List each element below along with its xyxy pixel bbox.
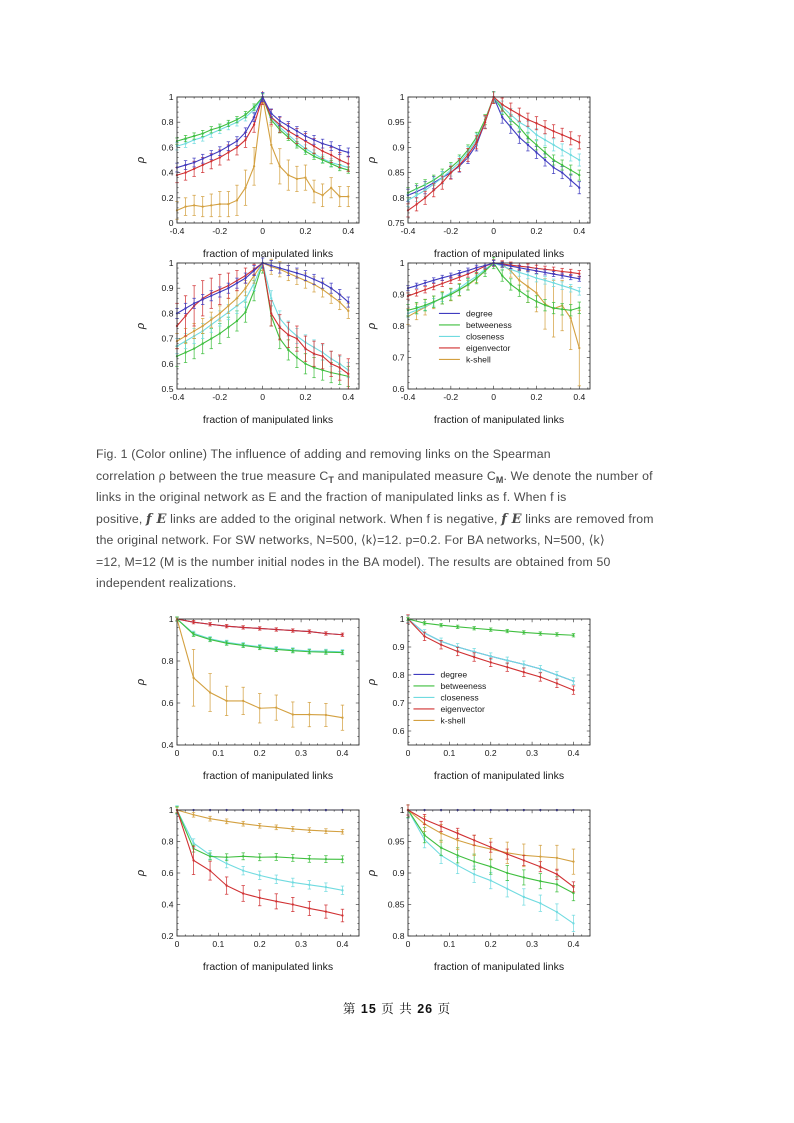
legend-label: k-shell (465, 354, 491, 365)
svg-text:1: 1 (168, 92, 174, 102)
legend-label: degree (440, 669, 468, 680)
y-axis-label: ρ (135, 156, 147, 164)
svg-text:0.3: 0.3 (295, 939, 308, 949)
svg-text:0.8: 0.8 (161, 836, 174, 847)
svg-text:-0.4: -0.4 (400, 226, 416, 236)
svg-text:0.4: 0.4 (161, 899, 174, 910)
svg-text:0: 0 (491, 392, 497, 402)
svg-text:0.95: 0.95 (387, 836, 405, 847)
svg-text:0: 0 (260, 226, 266, 236)
svg-text:-0.4: -0.4 (169, 226, 185, 236)
svg-text:0.7: 0.7 (392, 352, 405, 363)
fig1-chart-top-right (364, 91, 600, 263)
svg-text:0.2: 0.2 (484, 939, 497, 949)
caption-line: positive, f E links are added to the original network. When f is negative, f E links are removed from (96, 511, 654, 527)
legend-label: closeness (440, 692, 479, 703)
svg-text:0.85: 0.85 (387, 167, 405, 178)
caption-line: independent realizations. (96, 576, 237, 590)
x-axis-label: fraction of manipulated links (202, 248, 334, 260)
svg-text:0.3: 0.3 (526, 939, 539, 949)
legend-label: degree (465, 308, 493, 319)
y-axis-label: ρ (366, 869, 378, 877)
svg-text:0.4: 0.4 (342, 392, 355, 402)
svg-text:0: 0 (405, 939, 411, 949)
legend-label: eigenvector (465, 342, 511, 353)
y-axis-label: ρ (135, 322, 147, 330)
svg-text:0.1: 0.1 (212, 748, 225, 758)
svg-text:0.2: 0.2 (253, 748, 266, 758)
x-axis-label: fraction of manipulated links (433, 248, 565, 260)
svg-text:0.75: 0.75 (387, 218, 405, 228)
svg-text:0.8: 0.8 (392, 321, 405, 331)
svg-text:0.8: 0.8 (161, 117, 174, 128)
svg-text:0.1: 0.1 (443, 748, 456, 758)
y-axis-label: ρ (366, 322, 378, 330)
x-axis-label: fraction of manipulated links (433, 770, 565, 782)
legend-label: eigenvector (440, 703, 485, 714)
svg-text:0.4: 0.4 (573, 392, 586, 402)
svg-text:0.4: 0.4 (161, 740, 174, 750)
fig2-chart-top-right (364, 613, 600, 785)
svg-text:0.6: 0.6 (392, 384, 405, 394)
fig1-chart-top-left (133, 91, 369, 263)
svg-text:0.8: 0.8 (392, 192, 405, 203)
caption-line: =12, M=12 (M is the number initial nodes in the BA model). The results are obtained from 50 (96, 554, 611, 569)
svg-text:1: 1 (399, 614, 405, 624)
svg-text:0.2: 0.2 (530, 226, 543, 236)
y-axis-label: ρ (366, 156, 378, 164)
svg-text:0.1: 0.1 (212, 939, 225, 949)
svg-text:0.4: 0.4 (567, 748, 580, 758)
caption-line: correlation ρ between the true measure $C_T$ and manipulated measure $C_M$. We denote the number of (96, 468, 653, 485)
svg-text:0: 0 (260, 392, 266, 402)
x-axis-label: fraction of manipulated links (202, 770, 334, 782)
svg-text:0.4: 0.4 (161, 167, 174, 178)
svg-text:0.2: 0.2 (299, 392, 312, 402)
svg-text:0.2: 0.2 (484, 748, 497, 758)
svg-text:0: 0 (168, 218, 174, 228)
svg-text:1: 1 (399, 92, 405, 102)
svg-text:0.2: 0.2 (161, 931, 174, 941)
svg-text:-0.2: -0.2 (212, 392, 228, 402)
caption-line: the original network. For SW networks, N=500, ⟨k⟩=12. p=0.2. For BA networks, N=500, ⟨k⟩ (96, 533, 605, 547)
svg-text:0.4: 0.4 (336, 939, 349, 949)
x-axis-label: fraction of manipulated links (202, 414, 334, 426)
svg-text:0.8: 0.8 (392, 670, 405, 680)
svg-text:0.8: 0.8 (161, 308, 174, 319)
svg-text:0.5: 0.5 (161, 384, 174, 394)
svg-text:1: 1 (168, 614, 174, 624)
svg-text:1: 1 (399, 258, 405, 268)
x-axis-label: fraction of manipulated links (433, 961, 565, 973)
legend-label: k-shell (440, 715, 466, 726)
fig2-chart-top-left (133, 613, 369, 785)
svg-text:1: 1 (168, 805, 174, 815)
svg-text:0.9: 0.9 (392, 289, 405, 300)
svg-text:0.9: 0.9 (392, 642, 405, 652)
x-axis-label: fraction of manipulated links (202, 961, 334, 973)
svg-text:-0.2: -0.2 (443, 226, 459, 236)
svg-text:0: 0 (174, 939, 180, 949)
y-axis-label: ρ (135, 869, 147, 877)
svg-text:0.4: 0.4 (336, 748, 349, 758)
legend-label: betweeness (465, 319, 512, 330)
svg-text:0: 0 (405, 748, 411, 758)
svg-text:0.3: 0.3 (295, 748, 308, 758)
svg-text:0.6: 0.6 (161, 868, 174, 878)
y-axis-label: ρ (135, 678, 147, 686)
svg-text:0.6: 0.6 (161, 142, 174, 153)
svg-text:-0.4: -0.4 (400, 392, 416, 402)
page-number-footer: 第 15 页 共 26 页 (342, 1002, 452, 1016)
caption-line: links in the original network as E and the fraction of manipulated links as f. When f is (96, 490, 567, 504)
svg-text:0.7: 0.7 (161, 333, 174, 344)
caption-line: Fig. 1 (Color online) The influence of adding and removing links on the Spearman (96, 447, 551, 461)
fig1-chart-bottom-right (364, 257, 600, 429)
svg-text:0.9: 0.9 (161, 283, 174, 294)
svg-text:0: 0 (491, 226, 497, 236)
svg-text:0.4: 0.4 (573, 226, 586, 236)
svg-text:0.4: 0.4 (567, 939, 580, 949)
svg-text:0.1: 0.1 (443, 939, 456, 949)
svg-text:0.6: 0.6 (161, 698, 174, 708)
svg-text:0.6: 0.6 (161, 358, 174, 369)
svg-text:0.8: 0.8 (161, 656, 174, 666)
legend-label: closeness (465, 331, 505, 342)
svg-text:0.95: 0.95 (387, 117, 405, 128)
legend-label: betweeness (440, 680, 487, 691)
svg-text:0.9: 0.9 (392, 868, 405, 878)
svg-text:0.2: 0.2 (253, 939, 266, 949)
svg-text:0.4: 0.4 (342, 226, 355, 236)
fig1-chart-bottom-left (133, 257, 369, 429)
svg-text:1: 1 (399, 805, 405, 815)
svg-text:0.8: 0.8 (392, 931, 405, 941)
fig2-chart-bottom-left (133, 804, 369, 976)
svg-text:-0.2: -0.2 (212, 226, 228, 236)
figure-1-caption (96, 444, 721, 595)
svg-text:0.2: 0.2 (299, 226, 312, 236)
svg-text:0.2: 0.2 (161, 192, 174, 203)
svg-text:-0.2: -0.2 (443, 392, 459, 402)
fig2-chart-bottom-right (364, 804, 600, 976)
svg-text:0.85: 0.85 (387, 899, 405, 910)
svg-text:0.3: 0.3 (526, 748, 539, 758)
svg-text:-0.4: -0.4 (169, 392, 185, 402)
y-axis-label: ρ (366, 678, 378, 686)
svg-text:0.7: 0.7 (392, 698, 405, 708)
svg-text:0.6: 0.6 (392, 726, 405, 736)
svg-text:0.2: 0.2 (530, 392, 543, 402)
svg-text:0.9: 0.9 (392, 142, 405, 153)
svg-text:0: 0 (174, 748, 180, 758)
x-axis-label: fraction of manipulated links (433, 414, 565, 426)
svg-text:1: 1 (168, 258, 174, 268)
